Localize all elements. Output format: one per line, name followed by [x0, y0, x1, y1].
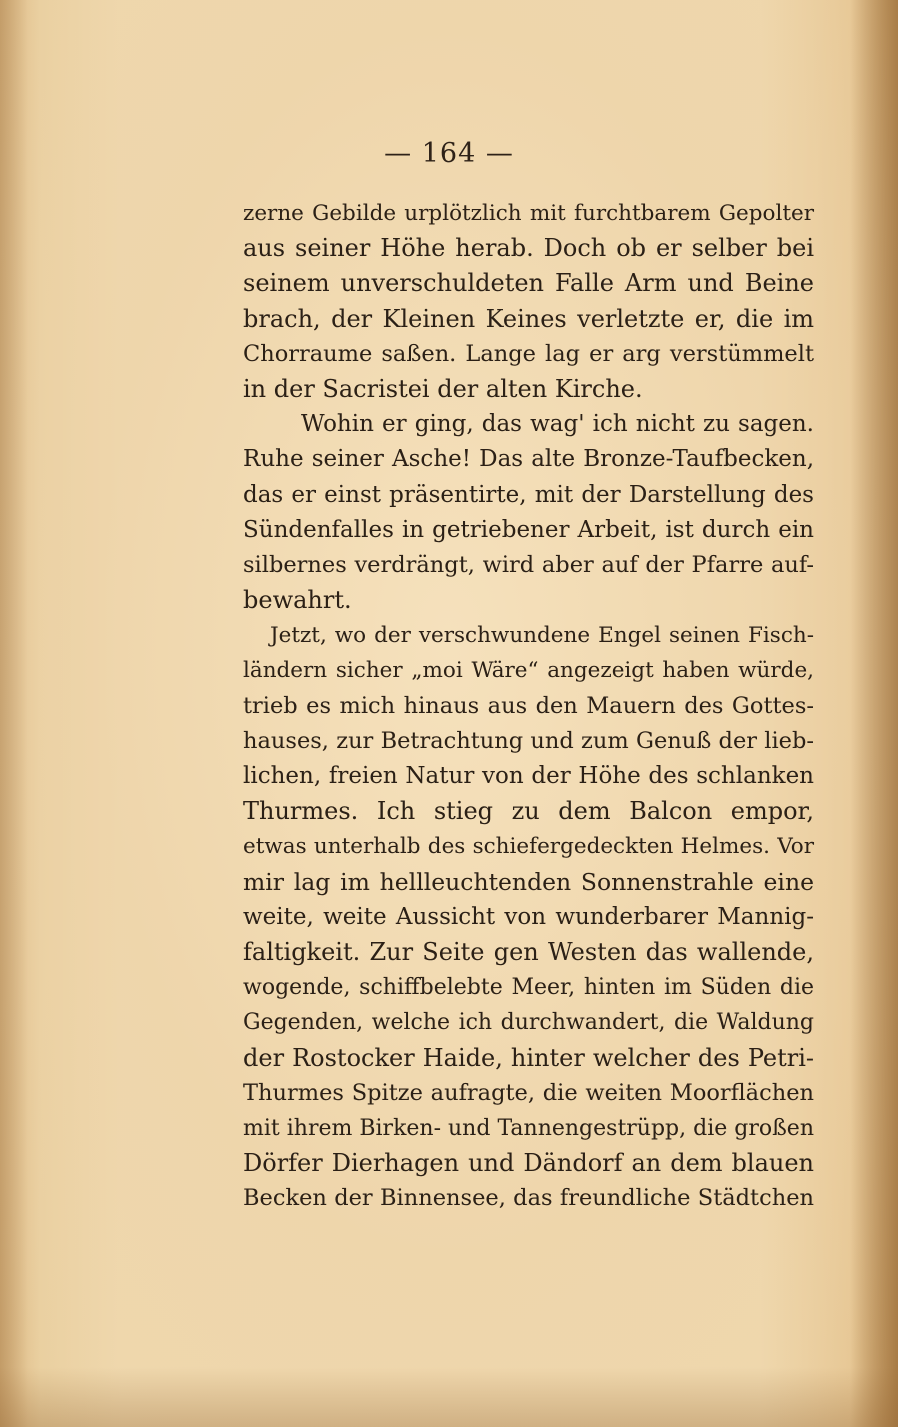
text-line: wogende, schiffbelebte Meer, hinten im Süden die — [243, 975, 814, 1001]
text-line: weite, weite Aussicht von wunderbarer Mannig- — [243, 903, 814, 930]
body-text — [243, 196, 814, 1216]
text-line: trieb es mich hinaus aus den Mauern des Gottes- — [243, 692, 814, 719]
text-line: Becken der Binnensee, das freundliche Städtchen — [243, 1185, 814, 1212]
page-number: — 164 — — [384, 138, 514, 169]
text-line: aus seiner Höhe herab. Doch ob er selber bei — [243, 234, 814, 263]
text-line: mit ihrem Birken- und Tannengestrüpp, die großen — [243, 1115, 814, 1141]
text-line: das er einst präsentirte, mit der Darstellung des — [243, 481, 814, 508]
text-line: brach, der Kleinen Keines verletzte er, die im — [243, 304, 814, 333]
text-line: bewahrt. — [243, 586, 352, 615]
text-line: seinem unverschuldeten Falle Arm und Beine — [243, 269, 814, 298]
page-edge-shadow-right — [850, 0, 898, 1427]
page-edge-shadow-left — [0, 0, 28, 1427]
text-line: Thurmes Spitze aufragte, die weiten Moorflächen — [243, 1079, 814, 1106]
text-line: Chorraume saßen. Lange lag er arg verstümmelt — [243, 340, 814, 367]
text-line: der Rostocker Haide, hinter welcher des Petri- — [243, 1043, 814, 1072]
text-line: Sündenfalles in getriebener Arbeit, ist durch ein — [243, 516, 814, 543]
text-line: lichen, freien Natur von der Höhe des schlanken — [243, 763, 814, 789]
text-line: mir lag im hellleuchtenden Sonnenstrahle eine — [243, 867, 814, 896]
text-line: ländern sicher „moi Wäre“ angezeigt haben würde, — [243, 658, 814, 684]
text-line: in der Sacristei der alten Kirche. — [243, 374, 643, 403]
text-line: Jetzt, wo der verschwundene Engel seinen Fisch- — [270, 623, 814, 649]
text-line: hauses, zur Betrachtung und zum Genuß der lieb- — [243, 727, 814, 754]
text-line: Dörfer Dierhagen und Dändorf an dem blauen — [243, 1149, 814, 1178]
text-line: Thurmes. Ich stieg zu dem Balcon empor, — [243, 797, 814, 826]
text-line: etwas unterhalb des schiefergedeckten Helmes. Vor — [243, 834, 814, 860]
text-line: faltigkeit. Zur Seite gen Westen das wallende, — [243, 937, 814, 966]
text-line: silbernes verdrängt, wird aber auf der Pfarre auf- — [243, 551, 814, 578]
text-line: zerne Gebilde urplötzlich mit furchtbarem Gepolter — [243, 201, 814, 226]
page-edge-shadow-bottom — [0, 1367, 898, 1427]
text-line: Wohin er ging, das wag' ich nicht zu sagen. — [301, 411, 814, 438]
text-line: Gegenden, welche ich durchwandert, die Waldung — [243, 1010, 814, 1036]
text-line: Ruhe seiner Asche! Das alte Bronze-Taufbecken, — [243, 446, 814, 473]
